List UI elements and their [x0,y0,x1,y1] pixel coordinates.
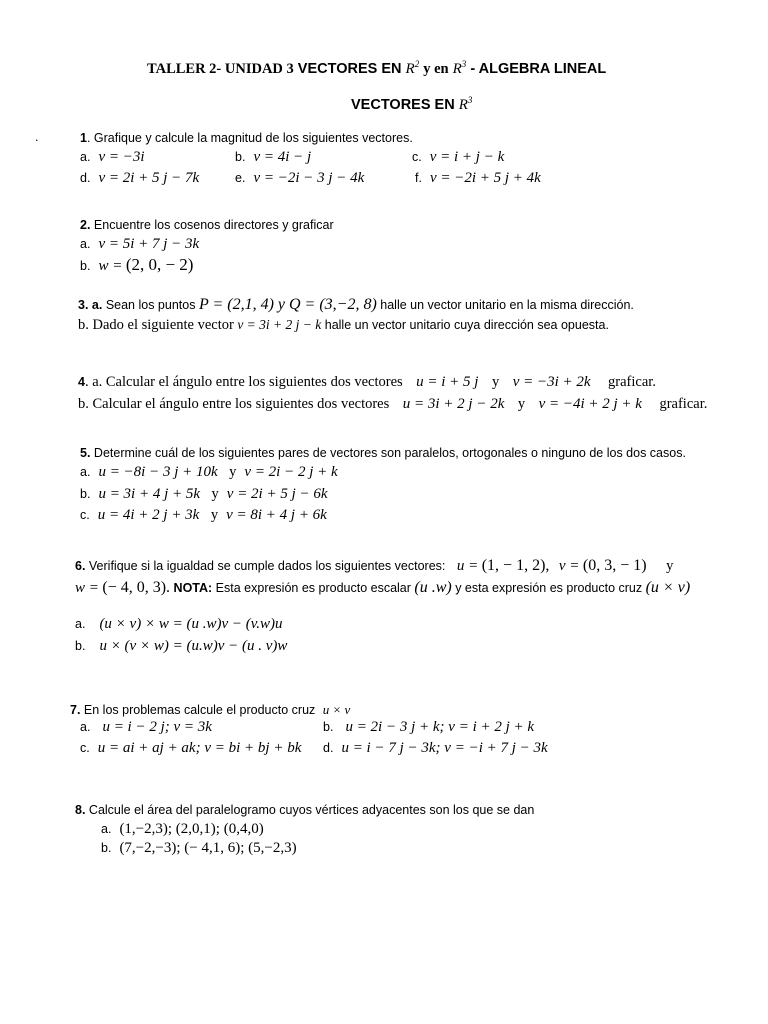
title-suffix: - ALGEBRA LINEAL [470,61,607,77]
problem-6-text-2: Esta expresión es producto escalar [212,581,411,595]
problem-1-d-expr: v = 2i + 5 j − 7k [98,170,200,186]
problem-5-number: 5. [80,446,91,460]
problem-5-c-label: c. [80,508,90,522]
problem-6-w-value: (− 4, 0, 3). [102,579,171,596]
problem-1-number: 1 [80,131,87,145]
problem-2-a-expr: v = 5i + 7 j − 3k [98,236,200,252]
problem-8-number: 8. [75,803,86,817]
problem-5-c [80,506,327,524]
problem-6-cross-expr: (u × v) [645,579,691,596]
problem-7-b-label: b. [323,720,334,734]
problem-3-b-expr: v = 3i + 2 j − k [237,317,322,332]
problem-7-c-label: c. [80,741,90,755]
problem-1-c-expr: v = i + j − k [429,149,505,165]
problem-7-number: 7. [70,703,81,717]
problem-3-a [78,295,634,314]
problem-7-b [323,718,534,736]
problem-7-c-expr: u = ai + aj + ak; v = bi + bj + bk [97,740,302,756]
subtitle-r3 [459,97,473,113]
problem-8-a [101,820,264,838]
title-y-en: y en [423,61,449,77]
problem-4-b [78,395,707,413]
problem-6-u-value: (1, − 1, 2), [481,557,550,574]
problem-1-d [80,169,199,187]
subtitle-text: VECTORES EN [351,97,455,113]
problem-5-a-y: y [229,464,237,480]
title-taller: TALLER 2- UNIDAD 3 [147,61,294,77]
problem-6-b [75,637,287,655]
problem-4-number: 4 [78,375,85,389]
title-r3-base: R [452,61,462,77]
problem-6-dot-expr: (u .w) [414,579,452,596]
problem-1-text: . Grafique y calcule la magnitud de los siguientes vectores. [86,131,413,145]
problem-4-b-text: b. Calcular el ángulo entre los siguientes dos vectores [78,396,390,412]
problem-8-a-label: a. [101,822,112,836]
problem-7-d-expr: u = i − 7 j − 3k; v = −i + 7 j − 3k [341,740,548,756]
problem-2-statement [80,218,334,233]
problem-2-b [80,255,193,275]
problem-4-b-y: y [517,396,526,412]
problem-4-b-u: u = 3i + 2 j − 2k [402,396,505,412]
problem-8-statement [75,803,534,818]
problem-5-text: Determine cuál de los siguientes pares de vectores son paralelos, ortogonales o ninguno de los dos casos. [90,446,686,460]
problem-6-number: 6. [75,559,86,573]
subtitle-r3-exp: 3 [467,95,473,105]
title-r2-base: R [405,61,415,77]
problem-2-b-value: (2, 0, − 2) [125,255,194,274]
problem-6-v-value: (0, 3, − 1) [582,557,647,574]
problem-1-b [235,148,311,166]
problem-3-b [78,317,609,334]
problem-8-text: Calcule el área del paralelogramo cuyos vértices adyacentes son los que se dan [85,803,535,817]
problem-7-a-expr: u = i − 2 j; v = 3k [102,719,212,735]
problem-4-a-u: u = i + 5 j [416,374,479,390]
problem-3-b-text-2: halle un vector unitario cuya dirección sea opuesta. [321,318,609,332]
problem-6-line-1 [75,556,673,575]
problem-6-a-expr: (u × v) × w = (u .w)v − (v.w)u [99,616,283,632]
problem-3-a-text-2: halle un vector unitario en la misma dirección. [376,298,634,312]
problem-1-c-label: c. [412,150,422,164]
problem-5-a-label: a. [80,465,91,479]
problem-1-f-expr: v = −2i + 5 j + 4k [429,170,541,186]
problem-7-a [80,718,212,736]
problem-6-u-var: u = [456,558,479,574]
problem-1-statement [80,131,413,146]
problem-6-y: y [666,558,674,574]
problem-1-f [415,169,541,187]
problem-1-e-expr: v = −2i − 3 j − 4k [253,170,365,186]
subtitle-r3-base: R [458,97,468,113]
problem-7-expr: u × v [322,702,351,717]
problem-2-b-label: b. [80,259,91,273]
problem-5-a-u: u = −8i − 3 j + 10k [98,464,218,480]
problem-3-b-text: Dado el siguiente vector [88,317,234,333]
problem-7-d [323,739,548,757]
subtitle [351,96,472,114]
problem-6-w-var: w = [75,580,99,596]
problem-1-e-label: e. [235,171,246,185]
problem-4-b-end: graficar. [659,396,708,412]
problem-1-c [412,148,504,166]
title-r3-exp: 3 [461,59,467,69]
problem-4-a [78,373,656,391]
problem-7-text: En los problemas calcule el producto cruz [80,703,316,717]
problem-6-text: Verifique si la igualdad se cumple dados los siguientes vectores: [85,559,446,573]
problem-5-a-v: v = 2i − 2 j + k [244,464,338,480]
problem-8-a-expr: (1,−2,3); (2,0,1); (0,4,0) [119,821,264,837]
problem-6-line-2 [75,578,690,597]
problem-7-a-label: a. [80,720,91,734]
problem-2-text: Encuentre los cosenos directores y graficar [90,218,334,232]
problem-4-a-v: v = −3i + 2k [512,374,591,390]
problem-1-e [235,169,364,187]
problem-3-a-expr: P = (2,1, 4) y Q = (3,−2, 8) [198,296,377,313]
problem-2-a-label: a. [80,237,91,251]
problem-5-a [80,463,338,481]
problem-7-b-expr: u = 2i − 3 j + k; v = i + 2 j + k [345,719,535,735]
title-r2-exp: 2 [414,59,420,69]
problem-1-a [80,148,145,166]
problem-7-c [80,739,301,757]
problem-3-a-text: Sean los puntos [102,298,196,312]
problem-5-c-u: u = 4i + 2 j + 3k [97,507,200,523]
problem-7-d-label: d. [323,741,334,755]
problem-1-f-label: f. [415,171,422,185]
problem-3-b-label: b. [78,317,89,333]
problem-1-b-expr: v = 4i − j [253,149,312,165]
problem-5-statement [80,446,686,461]
problem-3-number: 3. [78,298,89,312]
problem-1-bullet: . [35,130,39,144]
problem-4-a-text: . a. Calcular el ángulo entre los siguientes dos vectores [84,374,403,390]
problem-7-statement [70,702,350,718]
problem-3-a-label: a. [88,298,103,312]
problem-5-b-y: y [211,486,219,502]
problem-4-a-y: y [491,374,500,390]
problem-5-b-u: u = 3i + 4 j + 5k [98,486,201,502]
problem-1-d-label: d. [80,171,91,185]
title-r2 [406,61,420,77]
problem-2-b-var: w = [98,258,123,274]
problem-6-a-label: a. [75,617,86,631]
problem-6-v-var: v = [558,558,580,574]
problem-2-number: 2. [80,218,91,232]
document-title [147,60,606,78]
problem-6-a [75,615,283,633]
problem-6-b-label: b. [75,639,86,653]
problem-1-a-label: a. [80,150,91,164]
problem-5-b [80,485,328,503]
problem-8-b-label: b. [101,841,112,855]
problem-4-b-v: v = −4i + 2 j + k [538,396,642,412]
problem-5-b-label: b. [80,487,91,501]
problem-6-b-expr: u × (v × w) = (u.w)v − (u . v)w [99,638,288,654]
problem-5-c-y: y [210,507,219,523]
title-r3 [453,61,467,77]
problem-2-a [80,235,199,253]
problem-1-b-label: b. [235,150,246,164]
problem-6-nota: NOTA: [173,581,213,595]
problem-5-b-v: v = 2i + 5 j − 6k [226,486,328,502]
problem-1-a-expr: v = −3i [98,149,145,165]
title-vectores-en: VECTORES EN [297,61,402,77]
problem-8-b [101,839,297,857]
problem-5-c-v: v = 8i + 4 j + 6k [226,507,327,523]
problem-8-b-expr: (7,−2,−3); (− 4,1, 6); (5,−2,3) [119,840,297,856]
problem-6-text-3: y esta expresión es producto cruz [451,581,643,595]
problem-4-a-end: graficar. [608,374,656,390]
